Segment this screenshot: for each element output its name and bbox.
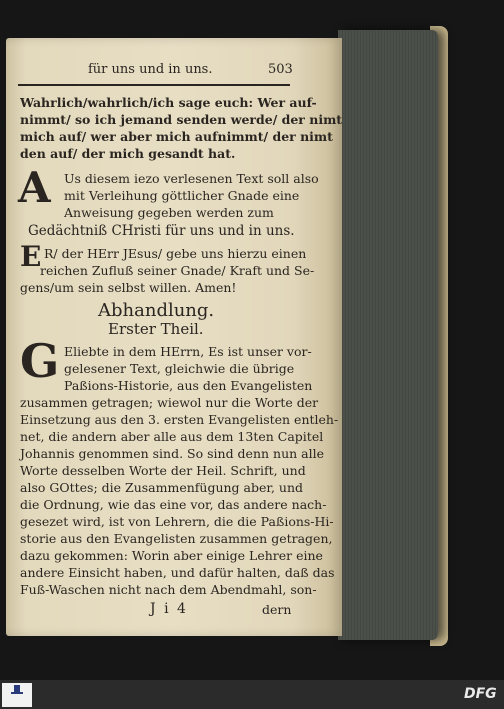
para4-line-6: net, die andern aber alle aus dem 13ten Capitel bbox=[20, 429, 324, 444]
dfg-logo: DFG bbox=[464, 686, 497, 702]
dropcap-e: E bbox=[20, 240, 42, 273]
catchword: dern bbox=[262, 602, 292, 617]
para3-line-3: gens/um sein selbst willen. Amen! bbox=[20, 280, 237, 295]
page-number: 503 bbox=[268, 62, 293, 77]
para1-line-1: Wahrlich/wahrlich/ich sage euch: Wer auf- bbox=[20, 95, 317, 110]
para4-line-2: gelesener Text, gleichwie die übrige bbox=[64, 361, 295, 376]
section-subheading: Erster Theil. bbox=[108, 320, 204, 338]
viewer-footer-bar bbox=[0, 680, 504, 709]
para4-line-10: die Ordnung, wie das eine vor, das andere nach- bbox=[20, 497, 327, 512]
para4-line-3: Paßions-Historie, aus den Evangelisten bbox=[64, 378, 313, 393]
para1-line-2: nimmt/ so ich jemand senden werde/ der nimt bbox=[20, 112, 343, 127]
para4-line-9: also GOttes; die Zusammenfügung aber, und bbox=[20, 480, 304, 495]
para4-line-7: Johannis genommen sind. So sind denn nun alle bbox=[20, 446, 324, 461]
para3-line-2: reichen Zufluß seiner Gnade/ Kraft und Se- bbox=[40, 263, 315, 278]
para4-line-4: zusammen getragen; wiewol nur die Worte der bbox=[20, 395, 319, 410]
dropcap-g: G bbox=[20, 334, 60, 388]
library-emblem-icon bbox=[2, 683, 32, 697]
para4-line-13: dazu gekommen: Worin aber einige Lehrer eine bbox=[20, 548, 323, 563]
para2-line-2: mit Verleihung göttlicher Gnade eine bbox=[64, 188, 300, 203]
para4-line-1: Eliebte in dem HErrn, Es ist unser vor- bbox=[64, 344, 312, 359]
section-heading: Abhandlung. bbox=[98, 300, 215, 321]
para4-line-15: Fuß-Waschen nicht nach dem Abendmahl, son- bbox=[20, 582, 317, 597]
para2-line-3: Anweisung gegeben werden zum bbox=[64, 205, 274, 220]
running-head: für uns und in uns. bbox=[88, 62, 213, 77]
para4-line-14: andere Einsicht haben, und dafür halten, daß das bbox=[20, 565, 335, 580]
para4-line-5: Einsetzung aus den 3. ersten Evangelisten entleh- bbox=[20, 412, 339, 427]
library-logo bbox=[2, 683, 32, 707]
para1-line-3: mich auf/ wer aber mich aufnimmt/ der nimt bbox=[20, 129, 333, 144]
para2-line-4: Gedächtniß CHristi für uns und in uns. bbox=[28, 223, 295, 239]
header-rule bbox=[18, 84, 290, 86]
para4-line-8: Worte desselben Worte der Heil. Schrift, und bbox=[20, 463, 306, 478]
para3-line-1: R/ der HErr JEsus/ gebe uns hierzu einen bbox=[44, 246, 307, 261]
para1-line-4: den auf/ der mich gesandt hat. bbox=[20, 146, 236, 161]
signature-mark: J i 4 bbox=[150, 601, 188, 617]
para4-line-12: storie aus den Evangelisten zusammen getragen, bbox=[20, 531, 333, 546]
para2-line-1: Us diesem iezo verlesenen Text soll also bbox=[64, 171, 319, 186]
book-fore-edge bbox=[338, 30, 438, 640]
dropcap-a: A bbox=[18, 163, 51, 212]
para4-line-11: gesezet wird, ist von Lehrern, die die Paßions-Hi- bbox=[20, 514, 334, 529]
